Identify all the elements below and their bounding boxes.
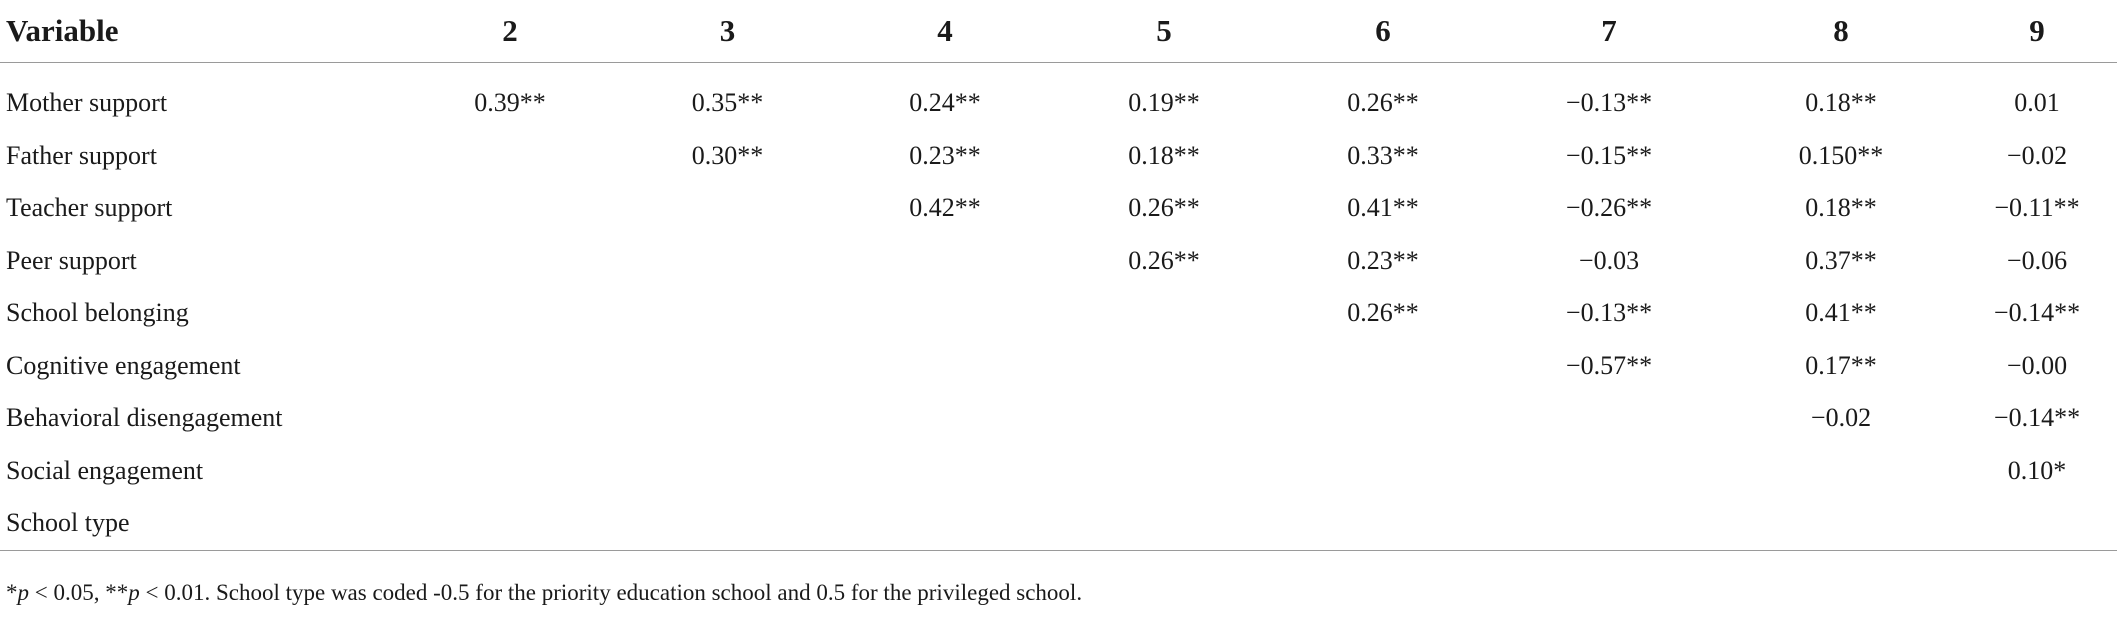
note-p-2: p [128, 580, 140, 605]
header-row [0, 0, 2117, 63]
table-cell: 0.18** [1128, 140, 1200, 170]
table-cell: 0.18** [1805, 88, 1877, 118]
table-cell [400, 287, 620, 340]
table-cell [400, 340, 620, 393]
table-cell [1273, 497, 1493, 550]
table-cell: −0.15** [1565, 140, 1653, 170]
row-label: Behavioral disengagement [6, 403, 283, 433]
table-cell [1055, 497, 1273, 550]
table-cell: 0.17** [1805, 350, 1877, 380]
table-cell: 0.01 [2014, 88, 2060, 118]
table-cell: −0.26** [1565, 193, 1653, 223]
table-cell: −0.02 [1810, 403, 1872, 433]
table-row [0, 235, 2117, 288]
header-col-6: 6 [1273, 0, 1493, 63]
table-cell: 0.30** [691, 140, 764, 170]
table-cell: −0.13** [1565, 88, 1653, 118]
table-cell [620, 182, 835, 235]
table-cell [1055, 340, 1273, 393]
table-header [0, 0, 2117, 63]
note-star-1: * [6, 580, 18, 605]
table-cell [1055, 392, 1273, 445]
table-cell [1273, 445, 1493, 498]
table-cell [835, 445, 1055, 498]
table-cell: −0.57** [1565, 350, 1653, 380]
table-cell: 0.18** [1805, 193, 1877, 223]
table-cell [620, 392, 835, 445]
table-cell: 0.35** [691, 88, 764, 118]
table-cell [1055, 445, 1273, 498]
table-cell: −0.11** [1994, 193, 2080, 223]
table-row [0, 182, 2117, 235]
table-row [0, 392, 2117, 445]
table-cell: 0.26** [1347, 298, 1419, 328]
table-cell [620, 340, 835, 393]
table-cell [400, 235, 620, 288]
table-cell: −0.03 [1578, 245, 1640, 275]
row-label: Father support [6, 140, 157, 170]
table-row [0, 445, 2117, 498]
table-row [0, 287, 2117, 340]
table-cell: 0.39** [474, 88, 546, 118]
header-col-8: 8 [1725, 0, 1957, 63]
table-cell [620, 235, 835, 288]
row-label: Teacher support [6, 193, 173, 223]
header-col-9: 9 [1957, 0, 2117, 63]
table-cell: 0.33** [1347, 140, 1419, 170]
table-cell [400, 497, 620, 550]
table-cell: −0.14** [1993, 403, 2081, 433]
header-col-7: 7 [1493, 0, 1725, 63]
table-row [0, 340, 2117, 393]
table-cell: 0.24** [909, 88, 981, 118]
table-cell: −0.06 [2006, 245, 2068, 275]
table-row [0, 497, 2117, 550]
spacer-cell [0, 63, 2117, 78]
table-cell: 0.41** [1347, 193, 1419, 223]
note-text-2: < 0.01. School type was coded -0.5 for the priority education school and 0.5 for the privileged school. [139, 580, 1083, 605]
table-cell [1273, 340, 1493, 393]
table-cell: 0.26** [1128, 193, 1200, 223]
table-cell: 0.23** [1347, 245, 1419, 275]
table-cell [1273, 392, 1493, 445]
header-col-5: 5 [1055, 0, 1273, 63]
table-footnote [6, 580, 1082, 606]
table-cell [400, 445, 620, 498]
table-cell: 0.10* [2007, 455, 2067, 485]
header-col-3: 3 [620, 0, 835, 63]
table-cell: −0.13** [1565, 298, 1653, 328]
table-body [0, 63, 2117, 551]
table-cell [835, 392, 1055, 445]
table-cell: 0.26** [1128, 245, 1200, 275]
note-text-1: < 0.05, [29, 580, 106, 605]
table-row [0, 77, 2117, 130]
row-label: Peer support [6, 245, 137, 275]
row-label: Cognitive engagement [6, 350, 241, 380]
table-cell [835, 497, 1055, 550]
note-p-1: p [17, 580, 29, 605]
table-cell: 0.41** [1805, 298, 1877, 328]
table-cell [835, 235, 1055, 288]
table-cell [620, 497, 835, 550]
table-cell [620, 287, 835, 340]
note-star-2: ** [105, 580, 129, 605]
table-cell [400, 182, 620, 235]
table-cell: 0.150** [1798, 140, 1884, 170]
header-col-2: 2 [400, 0, 620, 63]
row-label: School type [0, 497, 400, 550]
table-cell [835, 287, 1055, 340]
table-cell [1493, 392, 1725, 445]
table-cell [1725, 445, 1957, 498]
table-cell: 0.42** [909, 193, 981, 223]
row-label: School belonging [6, 298, 189, 328]
table-cell [1493, 497, 1725, 550]
table-cell [620, 445, 835, 498]
table-cell: −0.14** [1993, 298, 2081, 328]
row-label: Mother support [6, 88, 168, 118]
table-cell: 0.26** [1347, 88, 1419, 118]
table-cell: 0.37** [1805, 245, 1877, 275]
table-cell [1493, 445, 1725, 498]
table-row [0, 130, 2117, 183]
table-cell [400, 130, 620, 183]
table-cell: 0.19** [1128, 88, 1200, 118]
header-col-4: 4 [835, 0, 1055, 63]
table-cell: 0.23** [909, 140, 981, 170]
header-variable: Variable [0, 0, 400, 63]
table-cell [1957, 497, 2117, 550]
table-cell [835, 340, 1055, 393]
row-label: Social engagement [6, 455, 204, 485]
table-cell: −0.00 [2006, 350, 2068, 380]
table-cell [400, 392, 620, 445]
table-cell: −0.02 [2006, 140, 2068, 170]
table-cell [1725, 497, 1957, 550]
spacer-row [0, 63, 2117, 78]
table-cell [1055, 287, 1273, 340]
